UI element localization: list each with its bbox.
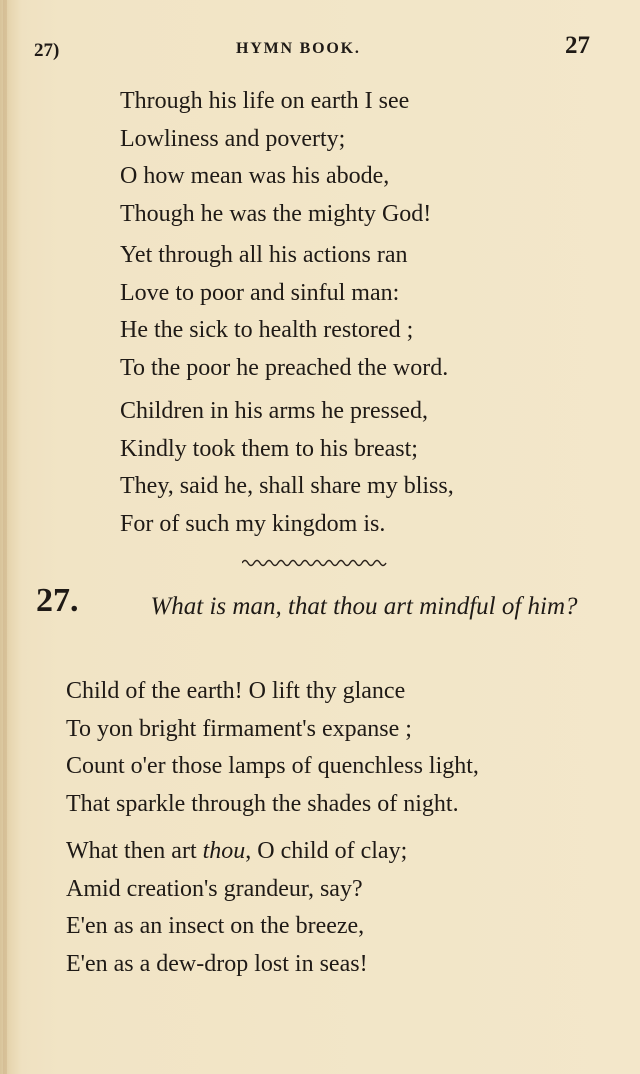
section-reference: 27) [34, 40, 60, 61]
verse-line: To the poor he preached the word. [120, 354, 449, 381]
wavy-divider [242, 556, 388, 570]
hymn-stanza-1 [66, 673, 479, 823]
verse-line: E'en as a dew-drop lost in seas! [66, 950, 368, 977]
verse-line: Child of the earth! O lift thy glance [66, 678, 406, 704]
running-title: HYMN BOOK. [236, 40, 361, 57]
verse-line: Amid creation's grandeur, say? [66, 875, 363, 902]
verse-line: They, said he, shall share my bliss, [120, 473, 454, 499]
hymn-number: 27. [36, 582, 79, 619]
verse-line-text: , O child of clay; [245, 838, 408, 864]
verse-line: Through his life on earth I see [120, 88, 410, 114]
verse-line: Kindly took them to his breast; [120, 435, 418, 462]
page-edge-shadow [3, 0, 7, 1074]
verse-line: That sparkle through the shades of night. [66, 790, 459, 817]
verse-line: E'en as an insect on the breeze, [66, 913, 365, 939]
verse-line: Love to poor and sinful man: [120, 279, 400, 306]
verse-line [66, 833, 407, 871]
hymn-title: What is man, that thou art mindful of him? [150, 593, 578, 620]
stanza-prev-1 [120, 83, 431, 233]
verse-line: Lowliness and poverty; [120, 125, 346, 152]
stanza-prev-2 [120, 237, 448, 387]
verse-line-text: What then art [66, 838, 203, 864]
running-header [0, 30, 640, 66]
hymn-stanza-2 [66, 833, 407, 983]
verse-line: For of such my kingdom is. [120, 510, 386, 537]
verse-line: Though he was the mighty God! [120, 200, 432, 227]
verse-line: Yet through all his actions ran [120, 242, 408, 268]
verse-line: O how mean was his abode, [120, 163, 390, 189]
emphasized-word: thou [202, 838, 246, 864]
verse-line: To yon bright firmament's expanse ; [66, 715, 412, 742]
verse-line: Children in his arms he pressed, [120, 398, 428, 424]
verse-line: He the sick to health restored ; [120, 317, 414, 343]
verse-line: Count o'er those lamps of quenchless light, [66, 753, 479, 779]
page-number: 27 [565, 32, 590, 59]
stanza-prev-3 [120, 393, 454, 543]
